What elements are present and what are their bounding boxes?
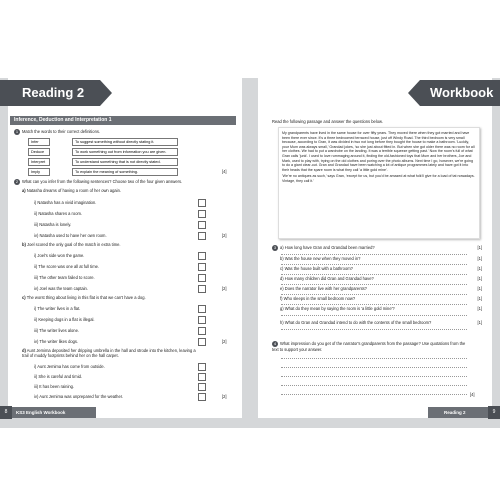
q4-marks: [4] xyxy=(470,392,475,397)
q3-item: d) How many children did Gran and Grandad have? [1] xyxy=(280,276,482,281)
q2d-option: ii) She is careful and timid. xyxy=(34,374,83,379)
q1-words xyxy=(28,138,50,176)
answer-checkbox[interactable] xyxy=(198,363,206,371)
q1-definitions xyxy=(72,138,178,176)
right-page-number: 9 xyxy=(488,406,500,419)
answer-line[interactable] xyxy=(281,304,467,305)
q2d-option: iv) Aunt Jemima was unprepared for the weather. xyxy=(34,394,123,399)
answer-line[interactable] xyxy=(281,376,467,377)
left-footer: KS3 English Workbook xyxy=(12,407,96,418)
q3-item: g) What do they mean by saying the room is 'a little gold mine'? [1] xyxy=(280,306,482,311)
answer-line[interactable] xyxy=(281,385,467,386)
q2d-stem: d) Aunt Jemima deposited her dripping umbrella in the hall and strode into the kitchen, leaving a trail of muddy footprints behind her on the hall carpet. xyxy=(22,348,196,358)
q3-item: c) Was the house built with a bathroom? [1] xyxy=(280,266,482,271)
left-page-title: Reading 2 xyxy=(0,80,100,106)
q1-instruction: Match the words to their correct definitions. xyxy=(22,129,101,134)
passage-intro: Read the following passage and answer the questions below. xyxy=(272,119,383,124)
q2c-marks: [2] xyxy=(222,339,227,344)
q1-word: Imply xyxy=(28,168,50,176)
right-page-title: Workbook xyxy=(420,80,500,106)
answer-line[interactable] xyxy=(281,264,467,265)
q2-instruction-row xyxy=(14,179,234,185)
q2a-option: ii) Natasha shares a room. xyxy=(34,211,83,216)
passage-paragraph: 'We're no antiques as such,' says Gran, 'except for us, but you'd be amazed at what folk'll give for a load of tat nowadays. Vintage, they call it.' xyxy=(282,174,475,183)
q2a-option: i) Natasha has a vivid imagination. xyxy=(34,200,97,205)
q2a-option: iii) Natasha is lonely. xyxy=(34,222,72,227)
right-footer: Reading 2 xyxy=(428,407,500,418)
q1-marks: [4] xyxy=(222,169,227,174)
answer-checkbox[interactable] xyxy=(198,285,206,293)
answer-line[interactable] xyxy=(281,274,467,275)
q2d-option: iii) It has been raining. xyxy=(34,384,75,389)
answer-line[interactable] xyxy=(281,284,467,285)
answer-checkbox[interactable] xyxy=(198,305,206,313)
q1-instruction-row xyxy=(14,129,234,135)
answer-line[interactable] xyxy=(281,358,467,359)
q2b-option: iii) The other team failed to score. xyxy=(34,275,95,280)
passage-paragraph: My grandparents have lived in the same house for over fifty years. They moved there when they got married and have been there ever since. It's a three bedroomed terraced house, just off Windy Road. The third bedroom is very small because, according to Gran, it was divided in two not long before they bought the house to make a bathroom. 'Luckily, your Mum was always small,' Grandad jokes, 'so she just about fitted in. But when she got older there was no room for all her clothes. We had to put a wardrobe on the landing. It was a terrible squeeze getting past.' Now the room's full of what Gran calls 'junk'. I used to love rummaging around it, finding the old-fashioned toys that Mum and her brothers, Joe and Mark, used to play with, trying on the old clothes and poring over the photo albums. Next time I go, however, we're going to do a giant clear-out. Gran and Grandad have been watching a lot of antique programmes lately and have got it into their heads that the spare room is what they call 'a little gold mine'. xyxy=(282,131,475,172)
q2a-marks: [2] xyxy=(222,233,227,238)
answer-line[interactable] xyxy=(281,254,467,255)
q1-definition: To explain the meaning of something. xyxy=(72,168,178,176)
answer-line[interactable] xyxy=(281,367,467,368)
q1-word: Infer xyxy=(28,138,50,146)
q1-definition: To understand something that is not directly stated. xyxy=(72,158,178,166)
q2a-option: iv) Natasha used to have her own room. xyxy=(34,233,107,238)
q2c-option: iii) The writer lives alone. xyxy=(34,328,79,333)
q2c-option: i) The writer lives in a flat. xyxy=(34,306,81,311)
answer-checkbox[interactable] xyxy=(198,199,206,207)
q3-item: 3 a) How long have Gran and Grandad been married? [1] xyxy=(273,245,482,250)
answer-checkbox[interactable] xyxy=(198,373,206,381)
answer-checkbox[interactable] xyxy=(198,210,206,218)
q1-definition: To suggest something without directly stating it. xyxy=(72,138,178,146)
answer-checkbox[interactable] xyxy=(198,383,206,391)
answer-checkbox[interactable] xyxy=(198,252,206,260)
answer-checkbox[interactable] xyxy=(198,221,206,229)
answer-checkbox[interactable] xyxy=(198,232,206,240)
q2b-marks: [2] xyxy=(222,286,227,291)
q4-question: 4 What impression do you get of the narrator's grandparents from the passage? Use quotations from the text to support your answer. xyxy=(272,341,466,352)
q2b-option: i) Joel's side won the game. xyxy=(34,253,85,258)
q1-word: Interpret xyxy=(28,158,50,166)
q2d-option: i) Aunt Jemima has come from outside. xyxy=(34,364,105,369)
section-heading: Inference, Deduction and Interpretation 1 xyxy=(10,116,236,125)
answer-checkbox[interactable] xyxy=(198,316,206,324)
q2b-stem: b) Joel scored the only goal of the match in extra time. xyxy=(22,242,121,247)
q3-item: h) What do Gran and Grandad intend to do with the contents of the small bedroom? [1] xyxy=(280,320,482,325)
answer-checkbox[interactable] xyxy=(198,274,206,282)
answer-checkbox[interactable] xyxy=(198,263,206,271)
answer-checkbox[interactable] xyxy=(198,338,206,346)
answer-checkbox[interactable] xyxy=(198,393,206,401)
q3-item: e) Does the narrator live with her grandparents? [1] xyxy=(280,286,482,291)
q2d-marks: [2] xyxy=(222,394,227,399)
answer-line[interactable] xyxy=(281,315,467,316)
q3-item: f) Who sleeps in the small bedroom now? [1] xyxy=(280,296,482,301)
q3-item: b) Was the house new when they moved in? [1] xyxy=(280,256,482,261)
answer-checkbox[interactable] xyxy=(198,327,206,335)
q1-word: Deduce xyxy=(28,148,50,156)
answer-line[interactable] xyxy=(281,394,467,395)
q2c-option: iv) The writer likes dogs. xyxy=(34,339,79,344)
q2c-option: ii) Keeping dogs in a flat is illegal. xyxy=(34,317,95,322)
q2c-stem: c) The worst thing about living in this flat is that we can't have a dog. xyxy=(22,295,146,300)
answer-line[interactable] xyxy=(281,329,467,330)
left-page-number: 8 xyxy=(0,406,12,419)
q1-definition: To work something out from information you are given. xyxy=(72,148,178,156)
q2-number: 2 xyxy=(15,179,19,184)
passage-box xyxy=(278,127,480,239)
answer-line[interactable] xyxy=(281,294,467,295)
q2a-stem: a) Natasha dreams of having a room of her own again. xyxy=(22,188,121,193)
q1-number: 1 xyxy=(15,129,19,134)
q2b-option: ii) The score was one all at full time. xyxy=(34,264,100,269)
q2b-option: iv) Joel was the team captain. xyxy=(34,286,88,291)
q2-instruction: What can you infer from the following sentences? Choose two of the four given answers. xyxy=(22,179,183,184)
